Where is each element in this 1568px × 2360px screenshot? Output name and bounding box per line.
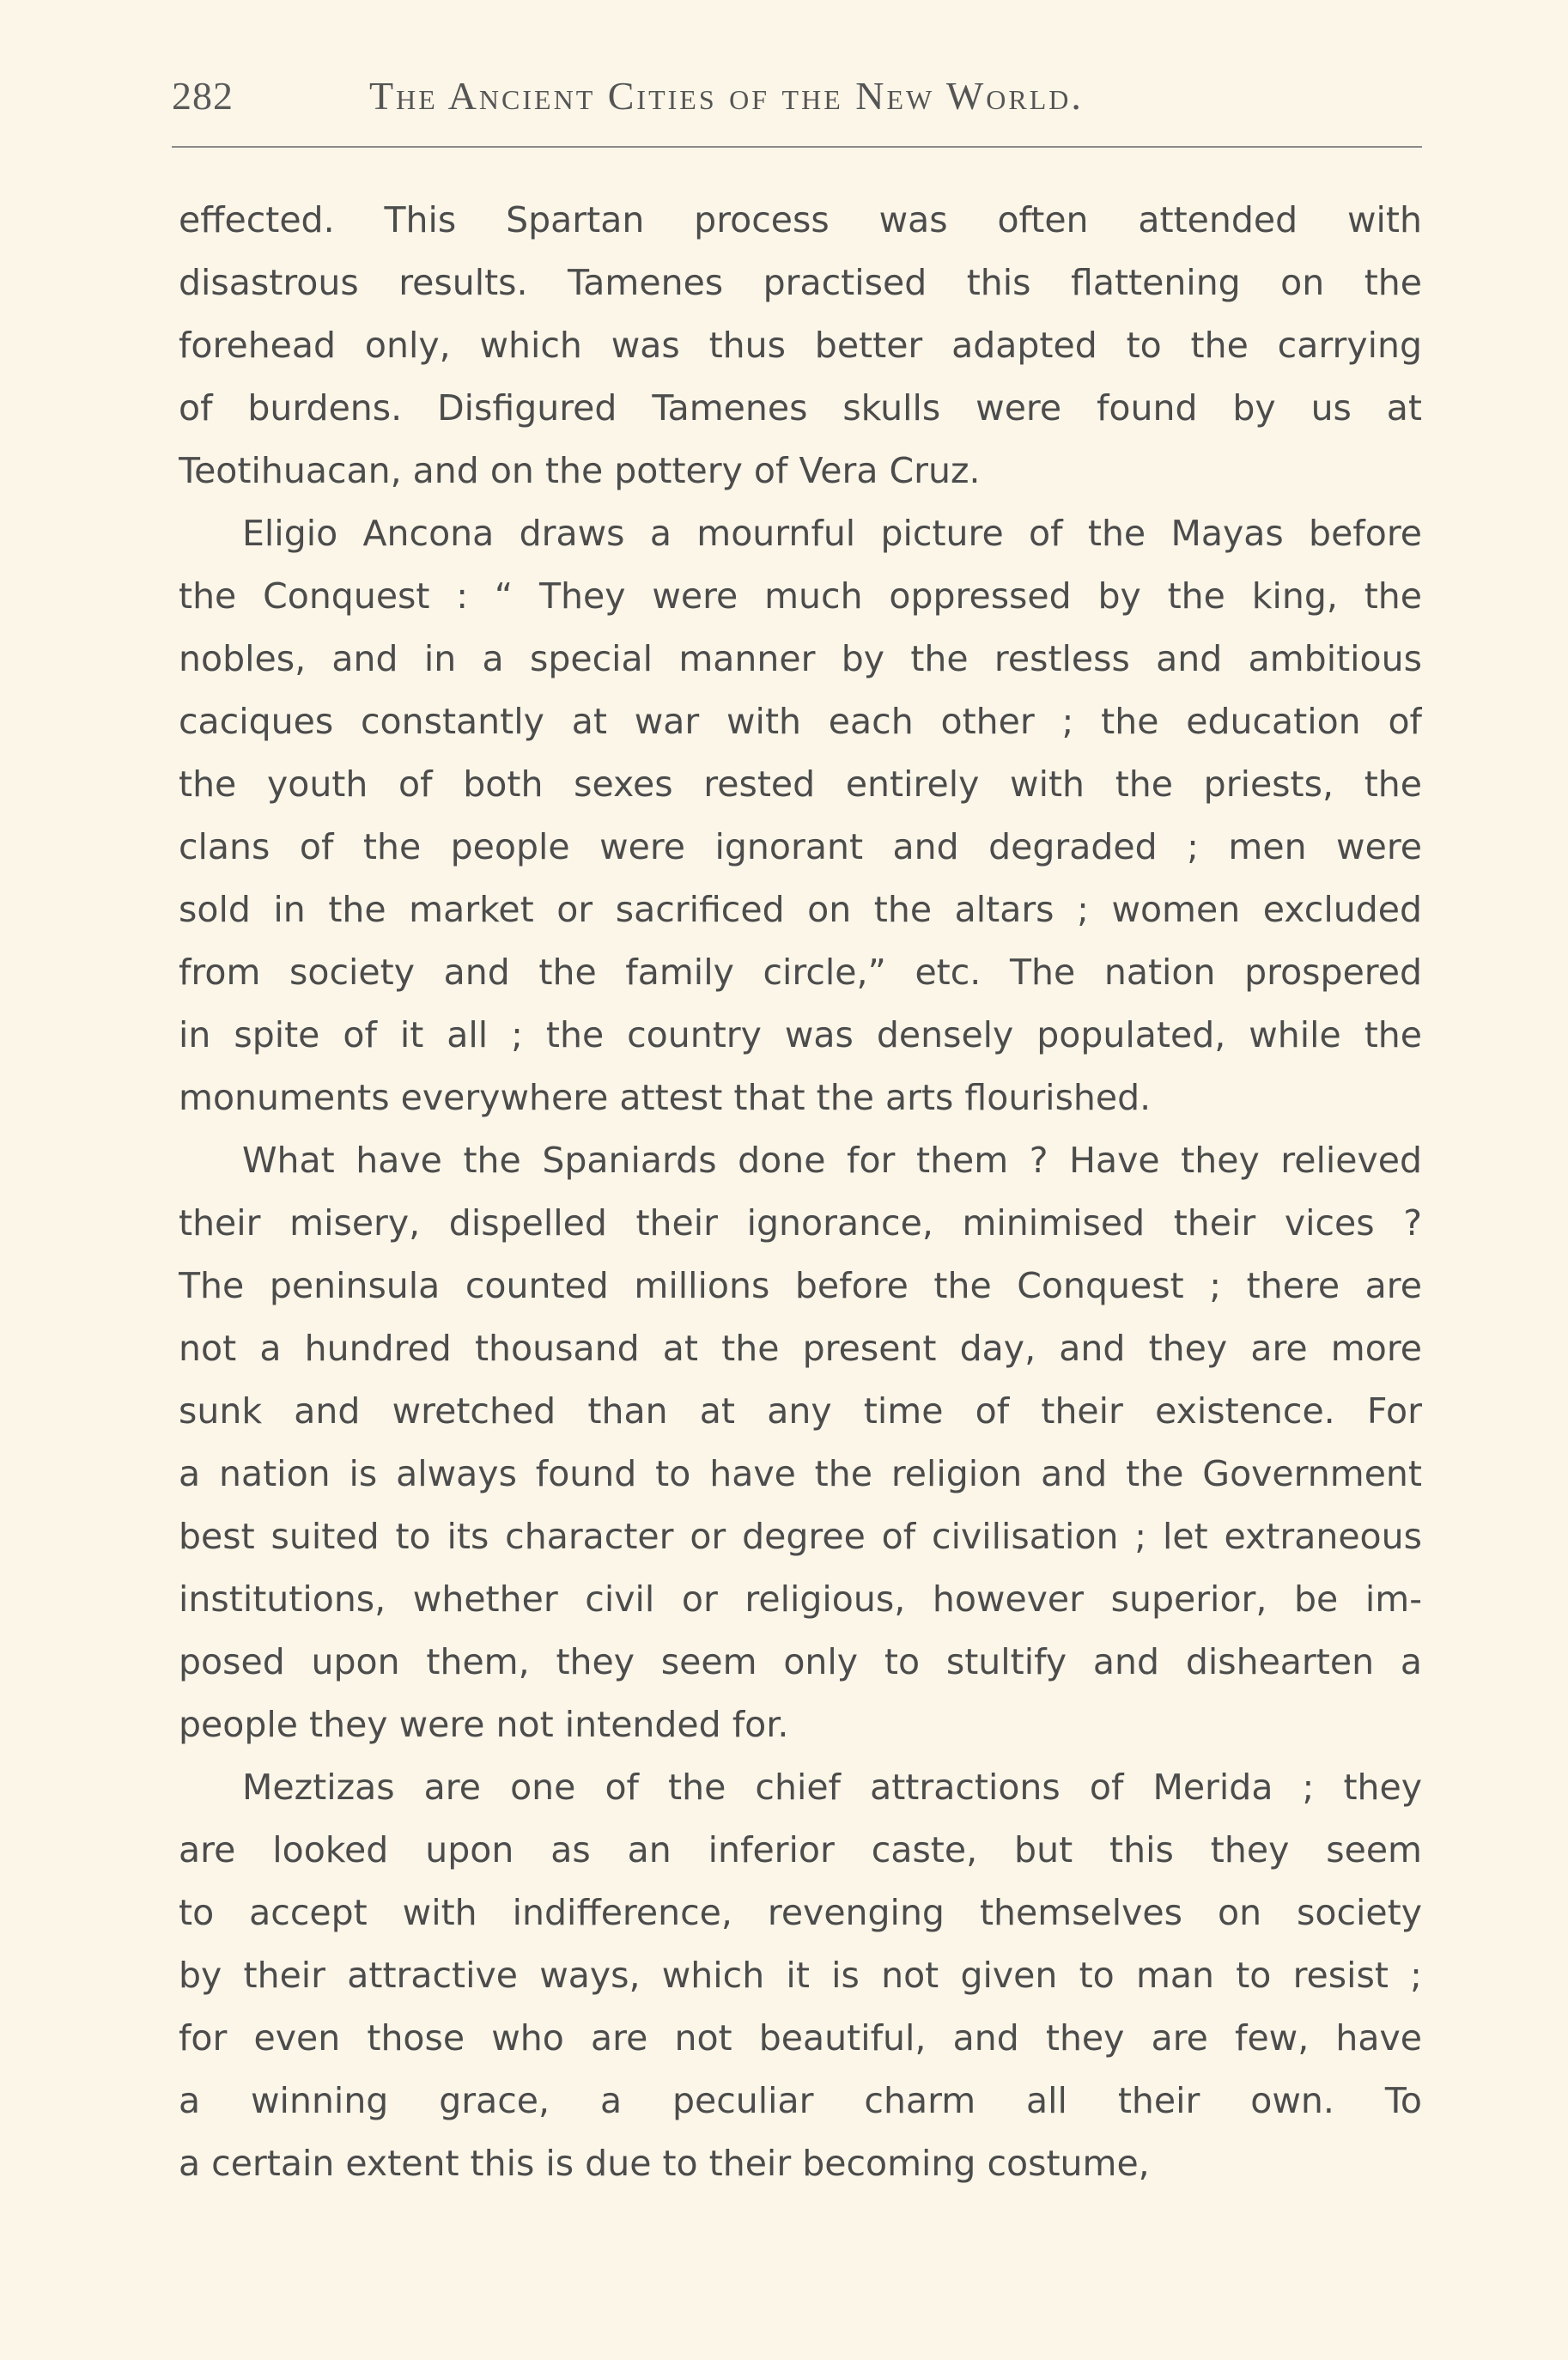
text-line: Teotihuacan, and on the pottery of Vera Cruz. xyxy=(179,450,981,491)
text-line: from society and the family circle,” etc. The nation prospered xyxy=(179,952,1422,993)
text-line: a certain extent this is due to their becoming costume, xyxy=(179,2143,1150,2184)
paragraph xyxy=(179,1129,1422,1756)
page-header xyxy=(172,70,1422,122)
text-line: monuments everywhere attest that the arts flourished. xyxy=(179,1077,1152,1118)
text-line: best suited to its character or degree of civilisation ; let extraneous xyxy=(179,1516,1422,1557)
text-line: their misery, dispelled their ignorance, minimised their vices ? xyxy=(179,1202,1422,1244)
text-line: posed upon them, they seem only to stultify and dishearten a xyxy=(179,1641,1422,1682)
text-line: a winning grace, a peculiar charm all their own. To xyxy=(179,2080,1422,2121)
text-line: in spite of it all ; the country was densely populated, while the xyxy=(179,1014,1422,1055)
header-rule xyxy=(172,146,1422,148)
text-line: are looked upon as an inferior caste, but this they seem xyxy=(179,1829,1422,1870)
text-line: sunk and wretched than at any time of their existence. For xyxy=(179,1390,1422,1432)
text-line: What have the Spaniards done for them ? Have they relieved xyxy=(242,1140,1422,1181)
text-line: of burdens. Disfigured Tamenes skulls were found by us at xyxy=(179,387,1422,429)
body-text xyxy=(179,189,1422,2195)
text-line: forehead only, which was thus better adapted to the carrying xyxy=(179,325,1422,366)
text-line: people they were not intended for. xyxy=(179,1704,789,1745)
text-line: clans of the people were ignorant and degraded ; men were xyxy=(179,826,1422,867)
text-line: caciques constantly at war with each other ; the education of xyxy=(179,701,1422,742)
text-line: institutions, whether civil or religious, however superior, be im- xyxy=(179,1578,1422,1620)
paragraph xyxy=(179,502,1422,1129)
text-line: for even those who are not beautiful, and they are few, have xyxy=(179,2017,1422,2059)
text-line: the Conquest : “ They were much oppressed by the king, the xyxy=(179,575,1422,617)
text-line: Meztizas are one of the chief attractions of Merida ; they xyxy=(242,1767,1422,1808)
text-line: the youth of both sexes rested entirely with the priests, the xyxy=(179,763,1422,805)
paragraph xyxy=(179,189,1422,502)
page-number: 282 xyxy=(172,74,234,118)
running-title: The Ancient Cities of the New World. xyxy=(369,74,1084,118)
text-line: not a hundred thousand at the present day, and they are more xyxy=(179,1328,1422,1369)
text-line: a nation is always found to have the religion and the Government xyxy=(179,1453,1422,1494)
text-line: Eligio Ancona draws a mournful picture of the Mayas before xyxy=(242,513,1422,554)
text-line: sold in the market or sacrificed on the altars ; women excluded xyxy=(179,889,1422,930)
paragraph xyxy=(179,1756,1422,2195)
text-line: The peninsula counted millions before the Conquest ; there are xyxy=(179,1265,1422,1306)
text-line: nobles, and in a special manner by the restless and ambitious xyxy=(179,638,1422,679)
text-line: to accept with indifference, revenging themselves on society xyxy=(179,1892,1422,1933)
text-line: by their attractive ways, which it is not given to man to resist ; xyxy=(179,1955,1422,1996)
text-line: disastrous results. Tamenes practised this flattening on the xyxy=(179,262,1422,303)
text-line: effected. This Spartan process was often attended with xyxy=(179,199,1422,240)
